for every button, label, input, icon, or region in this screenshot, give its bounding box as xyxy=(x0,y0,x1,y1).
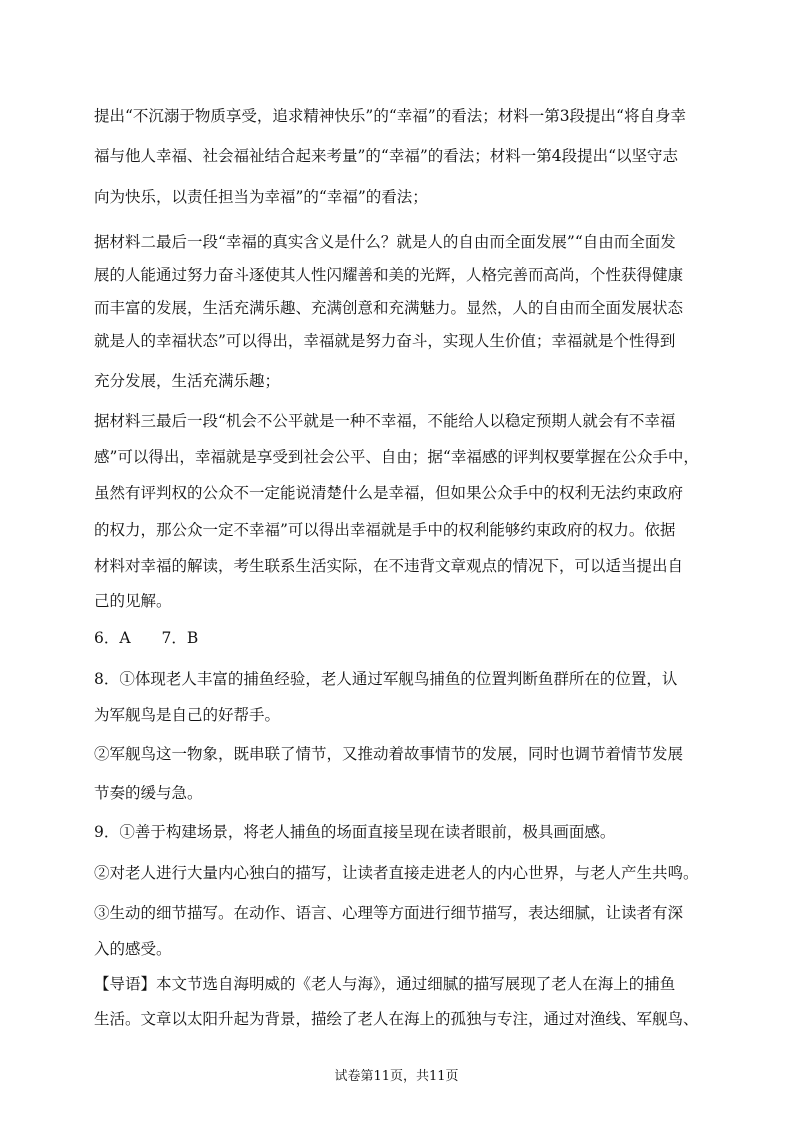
page-footer: 试卷第11页，共11页 xyxy=(334,1069,459,1084)
text-line: 据材料三最后一段“机会不公平就是一种不幸福，不能给人以稳定预期人就会有不幸福 xyxy=(94,412,676,430)
text-line: 虽然有评判权的公众不一定能说清楚什么是幸福，但如果公众手中的权利无法约束政府 xyxy=(94,484,684,502)
text-line: 的权力，那公众一定不幸福”可以得出幸福就是手中的权利能够约束政府的权力。依据 xyxy=(94,521,676,539)
text-line: 【导语】本文节选自海明威的《老人与海》，通过细腻的描写展现了老人在海上的捕鱼 xyxy=(94,975,676,993)
text-line: 向为快乐，以责任担当为幸福”的“幸福”的看法； xyxy=(94,188,428,206)
text-line: 节奏的缓与急。 xyxy=(94,784,203,802)
text-line: 而丰富的发展，生活充满乐趣、充满创意和充满魅力。显然，人的自由而全面发展状态 xyxy=(94,299,684,317)
text-line: 福与他人幸福、社会福祉结合起来考量”的“幸福”的看法；材料一第4段提出“以坚守志 xyxy=(94,147,679,165)
text-line: 入的感受。 xyxy=(94,940,172,958)
text-line: ②军舰鸟这一物象，既串联了情节，又推动着故事情节的发展，同时也调节着情节发展 xyxy=(94,745,684,763)
text-line: 为军舰鸟是自己的好帮手。 xyxy=(94,706,281,724)
text-line: 生活。文章以太阳升起为背景，描绘了老人在海上的孤独与专注，通过对渔线、军舰鸟、 xyxy=(94,1010,699,1028)
text-line: ③生动的细节描写。在动作、语言、心理等方面进行细节描写，表达细腻，让读者有深 xyxy=(94,904,684,922)
text-line: 据材料二最后一段“幸福的真实含义是什么？就是人的自由而全面发展”“自由而全面发 xyxy=(94,233,676,251)
text-line: 材料对幸福的解读，考生联系生活实际，在不违背文章观点的情况下，可以适当提出自 xyxy=(94,557,684,575)
answer-line: 9．①善于构建场景，将老人捕鱼的场面直接呈现在读者眼前，极具画面感。 xyxy=(94,823,616,841)
text-line: 提出“不沉溺于物质享受，追求精神快乐”的“幸福”的看法；材料一第3段提出“将自身幸 xyxy=(94,107,686,125)
text-line: 己的见解。 xyxy=(94,592,172,610)
text-line: 感”可以得出，幸福就是享受到社会公平、自由；据“幸福感的评判权要掌握在公众手中， xyxy=(94,448,699,466)
text-line: 展的人能通过努力奋斗逐使其人性闪耀善和美的光辉，人格完善而高尚，个性获得健康 xyxy=(94,266,684,284)
answer-line: 8．①体现老人丰富的捕鱼经验，老人通过军舰鸟捕鱼的位置判断鱼群所在的位置，认 xyxy=(94,670,678,688)
answer-line: 6．A 7．B xyxy=(94,629,199,647)
text-line: 就是人的幸福状态”可以得出，幸福就是努力奋斗，实现人生价值；幸福就是个性得到 xyxy=(94,332,676,350)
text-line: ②对老人进行大量内心独白的描写，让读者直接走进老人的内心世界，与老人产生共鸣。 xyxy=(94,864,699,882)
text-line: 充分发展，生活充满乐趣； xyxy=(94,372,281,390)
